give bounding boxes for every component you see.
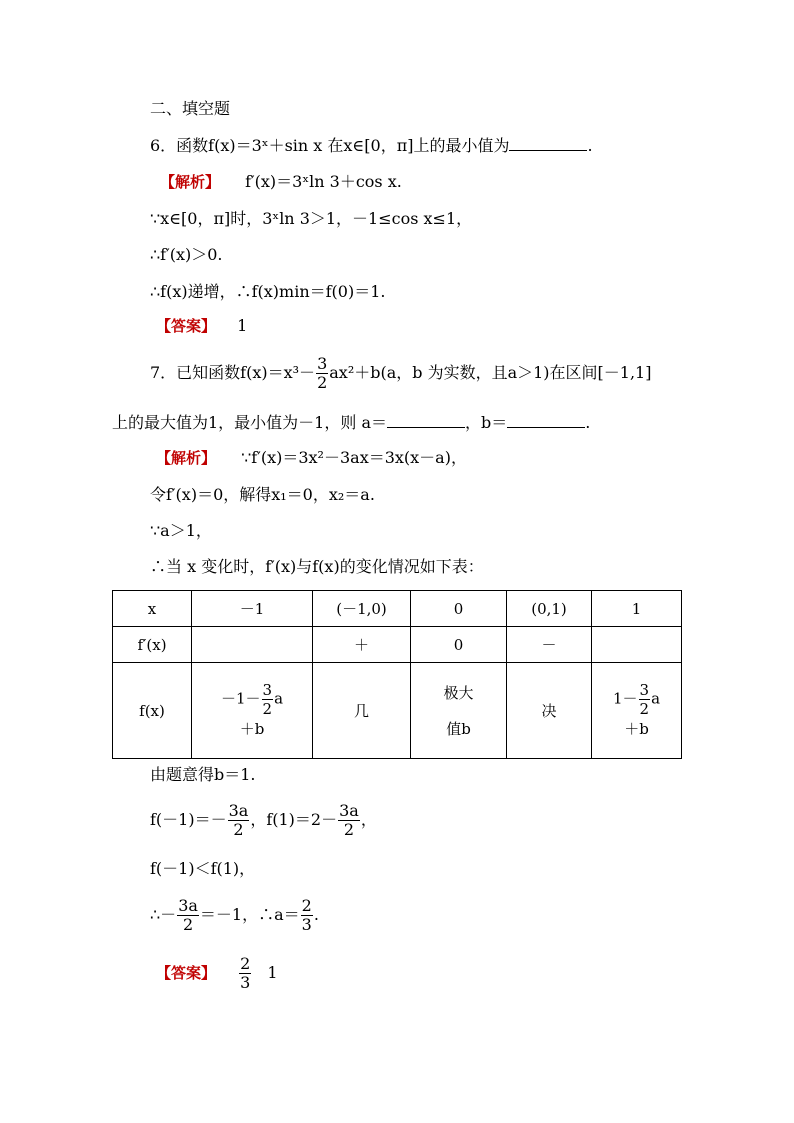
table-cell: 决 — [507, 663, 592, 759]
q7-step-6: f(－1)＝－ $\frac{3a}{2}$ ，f(1)＝2－ $\frac{3a}{2}$ ， — [150, 801, 377, 839]
table-cell: (－1,0) — [313, 591, 411, 627]
q7-step-7: f(－1)＜f(1)， — [150, 859, 256, 878]
fraction: $\frac{3}{2}$ — [317, 354, 328, 392]
table-cell — [592, 627, 682, 663]
question-6: 6．函数f(x)＝3ˣ＋sin x 在x∈[0，π]上的最小值为 . — [150, 136, 593, 155]
q7-step-5: 由题意得b＝1. — [150, 765, 256, 784]
q6-step-4: ∴f(x)递增，∴f(x)min＝f(0)＝1. — [150, 282, 386, 301]
table-cell: 1－ $\frac{3}{2}$ a ＋b — [592, 663, 682, 759]
jiexi-label: 【解析】 — [160, 173, 221, 191]
answer-label: 【答案】 — [156, 317, 217, 335]
q7-answer-b: 1 — [267, 963, 278, 982]
question-7-line-2: 上的最大值为1，最小值为－1，则 a＝ ，b＝ . — [112, 413, 591, 432]
fraction: $\frac{3a}{2}$ — [228, 801, 249, 839]
answer-blank-a — [387, 411, 465, 428]
table-cell: 0 — [411, 627, 507, 663]
q6-answer-line — [156, 315, 247, 337]
table-cell: 几 — [313, 663, 411, 759]
question-7: 7．已知函数f(x)＝x³－ $\frac{3}{2}$ ax²＋b(a，b 为实数，且a＞1)在区间[－1,1] — [150, 354, 652, 392]
table-cell: 0 — [411, 591, 507, 627]
variation-table — [112, 590, 682, 759]
fraction: $\frac{3a}{2}$ — [339, 801, 359, 839]
fraction: $\frac{3}{2}$ — [639, 681, 650, 718]
table-row — [113, 591, 682, 627]
table-cell: －1 — [192, 591, 313, 627]
q7-step-3: ∵a＞1， — [150, 521, 212, 540]
fraction: $\frac{3a}{2}$ — [178, 896, 198, 934]
table-row — [113, 663, 682, 759]
q6-jiexi-line — [160, 171, 402, 193]
q7-answer-line — [156, 953, 278, 993]
q7-step-4: ∴当 x 变化时，f′(x)与f(x)的变化情况如下表： — [150, 557, 484, 576]
section-title: 二、填空题 — [150, 99, 231, 118]
table-cell: 1 — [592, 591, 682, 627]
table-cell: － — [507, 627, 592, 663]
q7-step-1: ∵f′(x)＝3x²－3ax＝3x(x－a)， — [241, 448, 467, 467]
question-6-text: 6．函数f(x)＝3ˣ＋sin x 在x∈[0，π]上的最小值为 — [150, 136, 510, 155]
table-cell: －1－ $\frac{3}{2}$ a ＋b — [192, 663, 313, 759]
fraction: $\frac{2}{3}$ — [240, 954, 251, 992]
table-cell: (0,1) — [507, 591, 592, 627]
table-cell: ＋ — [313, 627, 411, 663]
q7-step-8: ∴－ $\frac{3a}{2}$ ＝－1，∴a＝ $\frac{2}{3}$ . — [150, 896, 319, 934]
q6-step-3: ∴f′(x)＞0. — [150, 245, 223, 264]
table-cell: f′(x) — [113, 627, 192, 663]
q6-step-1: f′(x)＝3ˣln 3＋cos x. — [245, 172, 402, 191]
q6-answer: 1 — [237, 316, 248, 335]
table-cell: f(x) — [113, 663, 192, 759]
q7-jiexi-line — [156, 447, 467, 469]
answer-label: 【答案】 — [156, 964, 217, 982]
fraction: $\frac{3}{2}$ — [262, 681, 273, 718]
table-cell: x — [113, 591, 192, 627]
answer-blank — [509, 134, 587, 151]
jiexi-label: 【解析】 — [156, 449, 217, 467]
answer-blank-b — [507, 411, 585, 428]
table-cell: 极大 值b — [411, 663, 507, 759]
table-cell — [192, 627, 313, 663]
q6-step-2: ∵x∈[0，π]时，3ˣln 3＞1，－1≤cos x≤1， — [150, 209, 473, 228]
table-row — [113, 627, 682, 663]
q7-step-2: 令f′(x)＝0，解得x₁＝0，x₂＝a. — [150, 485, 375, 504]
fraction: $\frac{2}{3}$ — [301, 896, 312, 934]
